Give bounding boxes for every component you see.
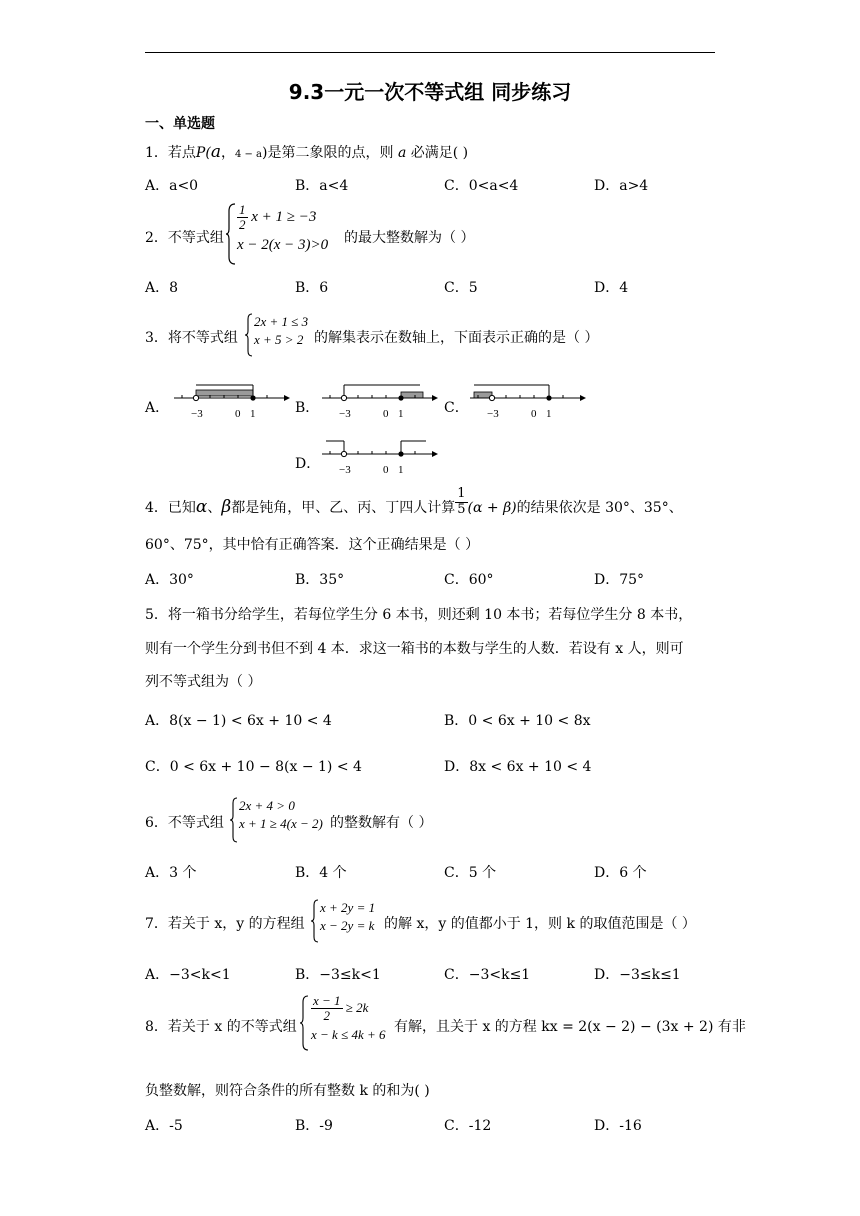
page-title: 9.3一元一次不等式组 同步练习 xyxy=(288,80,572,104)
q6-line2: x + 1 ≥ 4(x − 2) xyxy=(239,815,323,831)
q4-text1: 都是钝角，甲、乙、丙、丁四人计算 xyxy=(231,500,456,516)
q3-option-c-label[interactable]: C． xyxy=(444,400,469,416)
q2-post: 的最大整数解为（ ） xyxy=(344,230,475,246)
q3-numberline-b[interactable] xyxy=(320,380,438,424)
q1-post: 是第二象限的点，则 xyxy=(267,145,394,161)
q8-frac-den: 2 xyxy=(323,1008,331,1024)
q7-pre: 7．若关于 x，y 的方程组 xyxy=(145,916,305,932)
question-4 xyxy=(145,486,683,517)
q1-pre: 1．若点 xyxy=(145,145,196,161)
q4-alpha: α xyxy=(195,497,208,517)
q5-option-c[interactable]: C．0 < 6x + 10 − 8(x − 1) < 4 xyxy=(145,759,362,775)
q3-option-a-label[interactable]: A． xyxy=(145,400,170,416)
q4-frac-expr: (α + β) xyxy=(467,500,517,516)
q8-option-d[interactable]: D．-16 xyxy=(594,1118,642,1134)
q3-c-tick-1: 1 xyxy=(546,408,552,420)
q3-brace xyxy=(245,313,253,357)
q3-d-tick-neg3: −3 xyxy=(339,464,351,476)
q8-brace xyxy=(300,995,309,1051)
q3-b-tick-1: 1 xyxy=(398,408,404,420)
q8-option-a[interactable]: A．-5 xyxy=(145,1118,183,1134)
q3-option-b-label[interactable]: B． xyxy=(295,400,320,416)
q5-line2: 则有一个学生分到书但不到 4 本．求这一箱书的本数与学生的人数．若设有 x 人，则可 xyxy=(145,641,684,657)
q1-point: P( xyxy=(195,145,211,161)
q3-post: 的解集表示在数轴上，下面表示正确的是（ ） xyxy=(314,330,599,346)
q3-b-tick-neg3: −3 xyxy=(339,408,351,420)
q3-d-tick-1: 1 xyxy=(398,464,404,476)
q5-option-a[interactable]: A．8(x − 1) < 6x + 10 < 4 xyxy=(145,713,332,729)
q4-pre: 4．已知 xyxy=(145,500,196,516)
q8-line2: x − k ≤ 4k + 6 xyxy=(311,1026,386,1042)
q6-option-d[interactable]: D．6 个 xyxy=(594,865,647,881)
q1-sep: ， xyxy=(220,145,235,161)
q6-post: 的整数解有（ ） xyxy=(330,815,433,831)
q5-option-b[interactable]: B．0 < 6x + 10 < 8x xyxy=(444,713,591,729)
q2-option-c[interactable]: C．5 xyxy=(444,280,478,296)
q7-option-a[interactable]: A．−3<k<1 xyxy=(145,967,231,983)
q4-frac-num: 1 xyxy=(457,486,466,502)
q6-option-a[interactable]: A．3 个 xyxy=(145,865,197,881)
q3-c-tick-neg3: −3 xyxy=(487,408,499,420)
q8-option-c[interactable]: C．-12 xyxy=(444,1118,492,1134)
q2-option-b[interactable]: B．6 xyxy=(295,280,329,296)
q6-system xyxy=(239,797,323,832)
q3-line1: 2x + 1 ≤ 3 xyxy=(254,314,309,329)
q1-expr: 4 − a xyxy=(234,149,263,160)
question-1 xyxy=(145,142,468,162)
q7-system xyxy=(320,899,375,934)
q3-a-tick-1: 1 xyxy=(250,408,256,420)
q3-pre: 3．将不等式组 xyxy=(145,330,238,346)
q3-d-tick-0: 0 xyxy=(383,464,389,476)
section-heading: 一、单选题 xyxy=(145,116,215,132)
q4-beta: β xyxy=(221,497,232,517)
q5-option-d[interactable]: D．8x < 6x + 10 < 4 xyxy=(444,759,592,775)
q7-option-c[interactable]: C．−3<k≤1 xyxy=(444,967,531,983)
q8-line1: ≥ 2k xyxy=(345,999,369,1015)
q2-system xyxy=(237,203,328,255)
q1-option-d[interactable]: D．a>4 xyxy=(594,178,649,194)
q1-option-c[interactable]: C．0<a<4 xyxy=(444,178,519,194)
q3-a-tick-neg3: −3 xyxy=(191,408,203,420)
q6-option-b[interactable]: B．4 个 xyxy=(295,865,347,881)
q2-option-d[interactable]: D．4 xyxy=(594,280,629,296)
q3-c-tick-0: 0 xyxy=(531,408,537,420)
q4-mid: 、 xyxy=(207,500,222,516)
q7-option-b[interactable]: B．−3≤k<1 xyxy=(295,967,381,983)
q3-line2: x + 5 > 2 xyxy=(254,331,304,347)
q4-option-a[interactable]: A．30° xyxy=(145,572,194,588)
q8-system xyxy=(311,994,386,1043)
q3-system xyxy=(254,313,308,348)
q1-var: a xyxy=(397,145,407,161)
q1-option-a[interactable]: A．a<0 xyxy=(145,178,199,194)
q2-frac-den: 2 xyxy=(239,217,246,233)
q7-brace xyxy=(311,899,319,943)
q1-option-b[interactable]: B．a<4 xyxy=(295,178,349,194)
q6-brace xyxy=(230,797,238,843)
header-rule xyxy=(145,52,715,53)
q1-a: a xyxy=(210,142,221,162)
q2-line1: x + 1 ≥ −3 xyxy=(251,209,317,226)
q5-line3: 列不等式组为（ ） xyxy=(145,674,262,690)
q5-line1: 5．将一箱书分给学生，若每位学生分 6 本书，则还剩 10 本书；若每位学生分 8 本书， xyxy=(145,607,693,623)
q3-option-d-label[interactable]: D． xyxy=(295,456,321,472)
q1-tail: 必满足( ) xyxy=(410,145,469,161)
q6-pre: 6．不等式组 xyxy=(145,815,224,831)
q7-option-d[interactable]: D．−3≤k≤1 xyxy=(594,967,681,983)
q8-post: 有解，且关于 x 的方程 kx = 2(x − 2) − (3x + 2) 有非 xyxy=(394,1019,746,1035)
q7-line1: x + 2y = 1 xyxy=(320,900,376,915)
q8-line2-text: 负整数解，则符合条件的所有整数 k 的和为( ) xyxy=(145,1083,430,1099)
q2-brace xyxy=(226,203,236,265)
q2-line2: x − 2(x − 3)>0 xyxy=(237,236,329,253)
q3-b-tick-0: 0 xyxy=(383,408,389,420)
q4-frac-den: 5 xyxy=(457,501,466,517)
q8-option-b[interactable]: B．-9 xyxy=(295,1118,333,1134)
q4-option-d[interactable]: D．75° xyxy=(594,572,645,588)
q2-option-a[interactable]: A．8 xyxy=(145,280,179,296)
q6-line1: 2x + 4 > 0 xyxy=(239,798,295,813)
q7-line2: x − 2y = k xyxy=(320,917,375,933)
q8-pre: 8．若关于 x 的不等式组 xyxy=(145,1019,297,1035)
q3-numberline-c[interactable] xyxy=(468,380,586,424)
q1-close: ) xyxy=(262,145,268,161)
q2-pre: 2．不等式组 xyxy=(145,230,224,246)
q2-frac-num: 1 xyxy=(239,202,246,217)
q8-frac-num: x − 1 xyxy=(313,993,341,1008)
q3-a-tick-0: 0 xyxy=(235,408,241,420)
q7-post: 的解 x，y 的值都小于 1，则 k 的取值范围是（ ） xyxy=(384,916,696,932)
q4-line2: 60°、75°，其中恰有正确答案．这个正确结果是（ ） xyxy=(145,537,480,553)
q4-option-b[interactable]: B．35° xyxy=(295,572,345,588)
q4-text2: 的结果依次是 30°、35°、 xyxy=(516,500,683,516)
q3-numberline-d[interactable] xyxy=(320,436,438,480)
q6-option-c[interactable]: C．5 个 xyxy=(444,865,497,881)
q3-numberline-a[interactable] xyxy=(172,380,290,424)
q4-option-c[interactable]: C．60° xyxy=(444,572,494,588)
